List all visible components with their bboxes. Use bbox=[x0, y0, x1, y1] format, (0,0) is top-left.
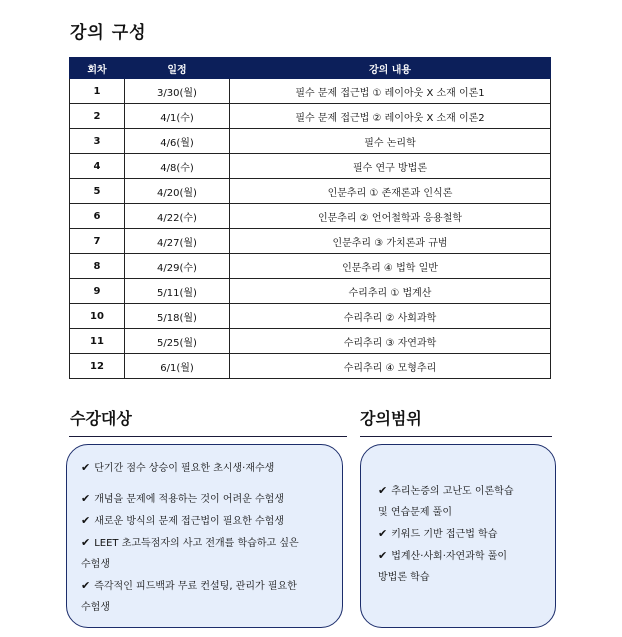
table-row bbox=[70, 79, 551, 104]
table-header-row bbox=[70, 58, 551, 79]
session-cell: 1 bbox=[70, 79, 125, 104]
session-cell: 3 bbox=[70, 129, 125, 154]
table-row bbox=[70, 204, 551, 229]
schedule-table bbox=[69, 57, 551, 379]
content-cell: 수리추리 ③ 자연과학 bbox=[230, 329, 551, 354]
content-cell: 인문추리 ③ 가치론과 규범 bbox=[230, 229, 551, 254]
content-cell: 수리추리 ② 사회과학 bbox=[230, 304, 551, 329]
date-cell: 4/20(월) bbox=[125, 179, 230, 204]
target-item: ✔ 새로운 방식의 문제 접근법이 필요한 수험생 bbox=[81, 514, 284, 527]
check-icon: ✔ bbox=[81, 461, 91, 474]
header-date: 일정 bbox=[125, 58, 230, 79]
table-row bbox=[70, 229, 551, 254]
table-row bbox=[70, 129, 551, 154]
scope-item: ✔ 키워드 기반 접근법 학습 bbox=[378, 527, 498, 540]
target-item-continued: 수험생 bbox=[81, 559, 110, 570]
date-cell: 4/22(수) bbox=[125, 204, 230, 229]
session-cell: 8 bbox=[70, 254, 125, 279]
date-cell: 4/6(월) bbox=[125, 129, 230, 154]
scope-box bbox=[360, 444, 556, 628]
header-content: 강의 내용 bbox=[230, 58, 551, 79]
content-cell: 인문추리 ① 존재론과 인식론 bbox=[230, 179, 551, 204]
date-cell: 4/27(월) bbox=[125, 229, 230, 254]
scope-item: ✔ 법계산·사회·자연과학 풀이 bbox=[378, 549, 508, 562]
content-cell: 필수 연구 방법론 bbox=[230, 154, 551, 179]
date-cell: 4/8(수) bbox=[125, 154, 230, 179]
target-item: ✔ 단기간 점수 상승이 필요한 초시생·재수생 bbox=[81, 461, 275, 474]
content-cell: 필수 문제 접근법 ② 레이아웃 X 소재 이론2 bbox=[230, 104, 551, 129]
session-cell: 4 bbox=[70, 154, 125, 179]
date-cell: 5/11(월) bbox=[125, 279, 230, 304]
header-session: 회차 bbox=[70, 58, 125, 79]
content-cell: 인문추리 ④ 법학 일반 bbox=[230, 254, 551, 279]
target-divider bbox=[69, 436, 347, 437]
target-item-continued: 수험생 bbox=[81, 602, 110, 613]
scope-divider bbox=[360, 436, 552, 437]
date-cell: 6/1(월) bbox=[125, 354, 230, 379]
table-row bbox=[70, 329, 551, 354]
check-icon: ✔ bbox=[81, 492, 91, 505]
scope-title: 강의범위 bbox=[360, 409, 422, 428]
target-title: 수강대상 bbox=[70, 409, 132, 428]
date-cell: 4/1(수) bbox=[125, 104, 230, 129]
table-row bbox=[70, 254, 551, 279]
check-icon: ✔ bbox=[81, 536, 91, 549]
content-cell: 인문추리 ② 언어철학과 응용철학 bbox=[230, 204, 551, 229]
date-cell: 4/29(수) bbox=[125, 254, 230, 279]
content-cell: 수리추리 ① 법계산 bbox=[230, 279, 551, 304]
session-cell: 11 bbox=[70, 329, 125, 354]
scope-item-continued: 방법론 학습 bbox=[378, 572, 430, 583]
scope-item-continued: 및 연습문제 풀이 bbox=[378, 507, 452, 518]
check-icon: ✔ bbox=[378, 527, 388, 540]
table-row bbox=[70, 179, 551, 204]
scope-item: ✔ 추리논증의 고난도 이론학습 bbox=[378, 484, 514, 497]
session-cell: 12 bbox=[70, 354, 125, 379]
session-cell: 10 bbox=[70, 304, 125, 329]
check-icon: ✔ bbox=[81, 579, 91, 592]
check-icon: ✔ bbox=[378, 549, 388, 562]
session-cell: 6 bbox=[70, 204, 125, 229]
content-cell: 수리추리 ④ 모형추리 bbox=[230, 354, 551, 379]
page-title: 강의 구성 bbox=[70, 23, 147, 43]
check-icon: ✔ bbox=[378, 484, 388, 497]
table-row bbox=[70, 104, 551, 129]
content-cell: 필수 문제 접근법 ① 레이아웃 X 소재 이론1 bbox=[230, 79, 551, 104]
content-cell: 필수 논리학 bbox=[230, 129, 551, 154]
date-cell: 3/30(월) bbox=[125, 79, 230, 104]
session-cell: 7 bbox=[70, 229, 125, 254]
session-cell: 5 bbox=[70, 179, 125, 204]
target-item: ✔ 즉각적인 피드백과 무료 컨설팅, 관리가 필요한 bbox=[81, 579, 297, 592]
table-row bbox=[70, 154, 551, 179]
target-item: ✔ LEET 초고득점자의 사고 전개를 학습하고 싶은 bbox=[81, 536, 299, 549]
session-cell: 2 bbox=[70, 104, 125, 129]
table-row bbox=[70, 304, 551, 329]
date-cell: 5/25(월) bbox=[125, 329, 230, 354]
table-row bbox=[70, 279, 551, 304]
target-box bbox=[66, 444, 343, 628]
table-row bbox=[70, 354, 551, 379]
session-cell: 9 bbox=[70, 279, 125, 304]
target-item: ✔ 개념을 문제에 적용하는 것이 어려운 수험생 bbox=[81, 492, 284, 505]
date-cell: 5/18(월) bbox=[125, 304, 230, 329]
check-icon: ✔ bbox=[81, 514, 91, 527]
